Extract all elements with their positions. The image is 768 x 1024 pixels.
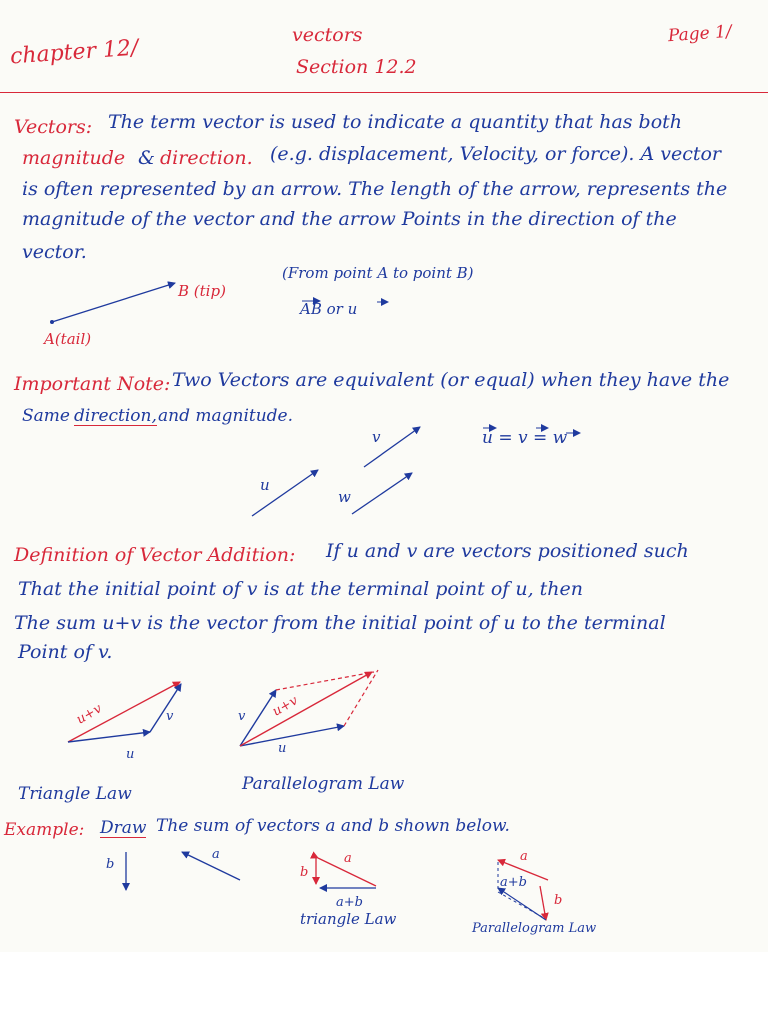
tri-sum-label: a+b — [336, 895, 363, 910]
para-v-label: v — [238, 709, 246, 724]
chapter-label: chapter 12/ — [9, 35, 140, 70]
vector-v-arrow — [364, 427, 420, 467]
example-b-label: b — [106, 857, 115, 872]
equivalence-equation: u = v = w — [482, 428, 568, 448]
vectors-line-3: is often represented by an arrow. The length of the arrow, represents the — [22, 178, 728, 200]
addition-line-1: If u and v are vectors positioned such — [326, 540, 689, 562]
tri-caption: triangle Law — [300, 910, 397, 928]
vector-u-arrow — [252, 470, 318, 516]
from-to-note: (From point A to point B) — [282, 264, 474, 282]
para-a-label: a — [520, 849, 528, 864]
vector-notation: AB or u — [300, 300, 358, 318]
example-parallelogram-law — [498, 860, 548, 920]
vectors-line-4: magnitude of the vector and the arrow Points in the direction of the — [22, 208, 677, 230]
addition-line-2: That the initial point of v is at the terminal point of u, then — [18, 578, 584, 600]
triangle-sum-label: u+v — [74, 701, 105, 728]
page-title: vectors — [292, 24, 363, 46]
equation-arrows — [483, 428, 580, 433]
page-number: Page 1/ — [667, 21, 733, 47]
para-sum-label: u+v — [270, 693, 301, 720]
vectors-magnitude: magnitude — [22, 147, 126, 169]
addition-heading: Definition of Vector Addition: — [14, 544, 296, 566]
important-magnitude: and magnitude. — [158, 406, 294, 426]
label-tip: B (tip) — [178, 282, 226, 300]
label-v: v — [372, 428, 381, 446]
example-vector-a — [182, 852, 240, 880]
parallelogram-caption: Parallelogram Law — [242, 774, 405, 794]
important-heading: Important Note: — [14, 373, 171, 395]
triangle-u-label: u — [126, 747, 135, 762]
vector-w-arrow — [352, 473, 412, 514]
label-u: u — [260, 476, 270, 494]
vector-ab-arrow — [50, 283, 175, 324]
triangle-law-diagram — [68, 682, 181, 742]
addition-line-3: The sum u+v is the vector from the initial point of u to the terminal — [14, 612, 666, 634]
para-sum-label-ex: a+b — [500, 875, 527, 890]
triangle-caption: Triangle Law — [18, 784, 132, 804]
para-b-label: b — [554, 893, 563, 908]
para-caption-ex: Parallelogram Law — [472, 921, 597, 936]
example-draw: Draw — [100, 818, 147, 838]
important-line-1: Two Vectors are equivalent (or equal) when they have the — [172, 369, 730, 391]
vectors-amp: & — [138, 147, 155, 169]
triangle-v-label: v — [166, 709, 174, 724]
vectors-line-5: vector. — [22, 241, 87, 263]
tri-b-label: b — [300, 865, 309, 880]
label-tail: A(tail) — [44, 330, 92, 348]
parallelogram-law-diagram — [240, 670, 378, 746]
example-a-label: a — [212, 847, 220, 862]
vectors-line-2: (e.g. displacement, Velocity, or force). A vector — [270, 143, 721, 165]
example-heading: Example: — [4, 820, 85, 840]
label-w: w — [338, 488, 351, 506]
para-u-label: u — [278, 741, 287, 756]
important-same: Same — [22, 406, 70, 426]
tri-a-label: a — [344, 851, 352, 866]
addition-line-4: Point of v. — [18, 641, 113, 663]
section-label: Section 12.2 — [296, 56, 417, 78]
example-triangle-law — [316, 858, 376, 888]
vectors-direction: direction. — [160, 147, 253, 169]
notation-arrows — [302, 301, 388, 302]
vectors-term: Vectors: — [14, 116, 93, 138]
important-direction: direction, — [74, 406, 157, 426]
vectors-line-1: The term vector is used to indicate a quantity that has both — [108, 111, 683, 133]
example-text: The sum of vectors a and b shown below. — [156, 816, 510, 836]
